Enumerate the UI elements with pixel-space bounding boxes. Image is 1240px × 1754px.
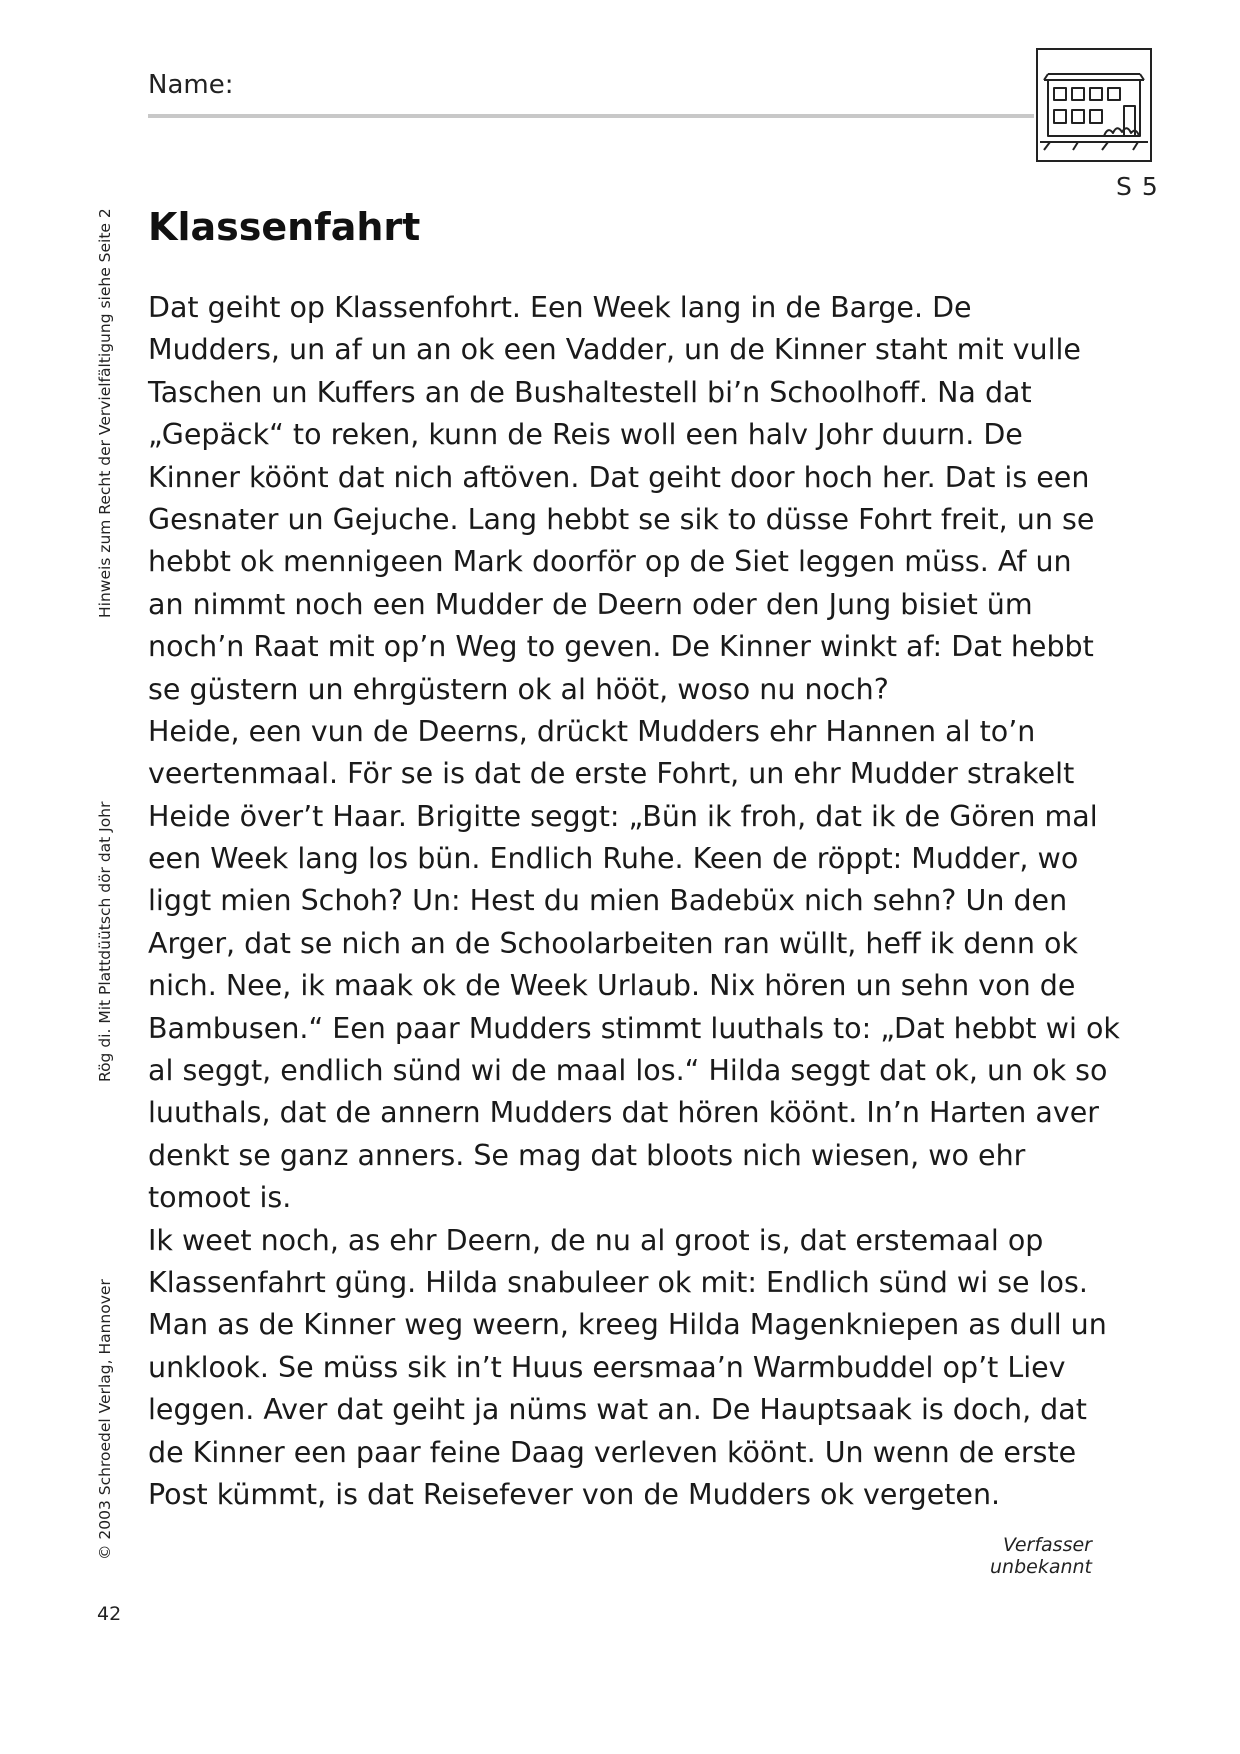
name-line — [148, 114, 1034, 118]
story-line: Arger, dat se nich an de Schoolarbeiten ran wüllt, heff ik denn ok — [148, 926, 1078, 960]
story-line: denkt se ganz anners. Se mag dat bloots nich wiesen, wo ehr — [148, 1138, 1026, 1172]
story-line: Mudders, un af un an ok een Vadder, un de Kinner staht mit vulle — [148, 333, 1081, 367]
sheet-code: S 5 — [1116, 172, 1159, 201]
story-line: Bambusen.“ Een paar Mudders stimmt luuthals to: „Dat hebbt wi ok — [148, 1011, 1120, 1045]
story-line: Man as de Kinner weg weern, kreeg Hilda Magenkniepen as dull un — [148, 1308, 1107, 1342]
story-line: luuthals, dat de annern Mudders dat hören köönt. In’n Harten aver — [148, 1096, 1099, 1130]
story-line: Ik weet noch, as ehr Deern, de nu al groot is, dat erstemaal op — [148, 1223, 1044, 1257]
story-line: se güstern un ehrgüstern ok al hööt, woso nu noch? — [148, 672, 889, 706]
story-line: Klassenfahrt güng. Hilda snabuleer ok mit: Endlich sünd wi se los. — [148, 1265, 1088, 1299]
author-credit: Verfasser unbekannt — [989, 1534, 1092, 1578]
rights-note: Hinweis zum Recht der Vervielfältigung siehe Seite 2 — [96, 208, 114, 618]
name-label: Name: — [148, 70, 234, 100]
school-building-icon-graphic — [1038, 50, 1150, 160]
source-note: Rög di. Mit Plattdüütsch dör dat Johr — [96, 801, 114, 1082]
copyright-note: © 2003 Schroedel Verlag, Hannover — [96, 1279, 114, 1560]
story-line: Gesnater un Gejuche. Lang hebbt se sik to düsse Fohrt freit, un se — [148, 502, 1095, 536]
school-building-icon — [1036, 48, 1152, 162]
story-line: al seggt, endlich sünd wi de maal los.“ Hilda seggt dat ok, un ok so — [148, 1054, 1108, 1088]
story-line: Heide, een vun de Deerns, drückt Mudders ehr Hannen al to’n — [148, 714, 1036, 748]
story-line: Dat geiht op Klassenfohrt. Een Week lang in de Barge. De — [148, 291, 972, 324]
story-text — [148, 287, 1120, 1516]
page-title: Klassenfahrt — [148, 205, 421, 249]
story-line: Heide över’t Haar. Brigitte seggt: „Bün ik froh, dat ik de Gören mal — [148, 799, 1098, 833]
page-number: 42 — [97, 1603, 122, 1625]
story-line: liggt mien Schoh? Un: Hest du mien Badebüx nich sehn? Un den — [148, 884, 1068, 918]
story-line: „Gepäck“ to reken, kunn de Reis woll een halv Johr duurn. De — [148, 418, 1023, 452]
story-line: Taschen un Kuffers an de Bushaltestell bi’n Schoolhoff. Na dat — [148, 375, 1032, 409]
story-line: Kinner köönt dat nich aftöven. Dat geiht door hoch her. Dat is een — [148, 460, 1090, 494]
story-line: veertenmaal. För se is dat de erste Fohrt, un ehr Mudder strakelt — [148, 757, 1075, 791]
story-line: Post kümmt, is dat Reisefever von de Mudders ok vergeten. — [148, 1477, 1001, 1511]
story-line: unklook. Se müss sik in’t Huus eersmaa’n Warmbuddel op’t Liev — [148, 1350, 1066, 1384]
story-line: leggen. Aver dat geiht ja nüms wat an. De Hauptsaak is doch, dat — [148, 1393, 1087, 1427]
story-line: de Kinner een paar feine Daag verleven köönt. Un wenn de erste — [148, 1435, 1077, 1469]
story-line: hebbt ok mennigeen Mark doorför op de Siet leggen müss. Af un — [148, 545, 1072, 579]
story-line: noch’n Raat mit op’n Weg to geven. De Kinner winkt af: Dat hebbt — [148, 630, 1094, 664]
story-line: een Week lang los bün. Endlich Ruhe. Keen de röppt: Mudder, wo — [148, 842, 1079, 876]
story-line: tomoot is. — [148, 1181, 292, 1215]
story-line: an nimmt noch een Mudder de Deern oder den Jung bisiet üm — [148, 587, 1033, 621]
story-line: nich. Nee, ik maak ok de Week Urlaub. Nix hören un sehn von de — [148, 969, 1076, 1003]
